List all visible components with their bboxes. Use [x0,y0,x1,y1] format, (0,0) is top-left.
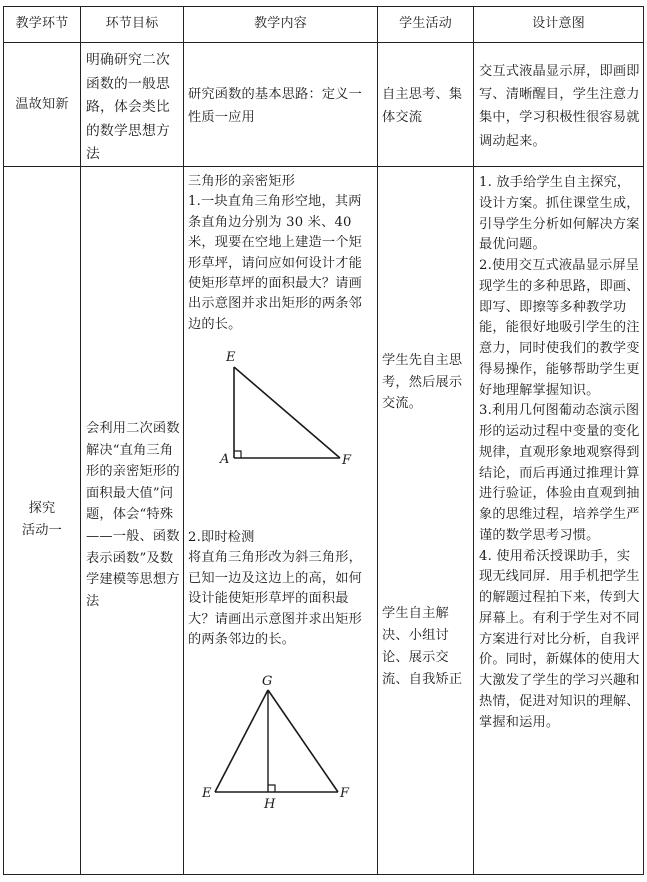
label-e2: E [202,786,212,801]
row2-goal: 会利用二次函数解决“直角三角形的亲密矩形的面积最大值”问题，体会“特殊——一般、函数表示函数”及数学建模等思想方法 [86,421,180,609]
triangle1-side-ef [234,367,340,458]
header-goal: 环节目标 [105,16,159,31]
content-problem-1: 1.一块直角三角形空地，其两条直角边分别为 30 米、40 米，现要在空地上建造一个矩形草坪，请问应如何设计才能使矩形草坪的面积最大？请画出示意图并求出矩形的两条邻边的长。 [188,194,363,332]
rule-top [3,6,643,7]
label-h: H [264,797,276,812]
content-title: 三角形的亲密矩形 [188,174,296,189]
triangle2-side-gf [268,690,338,792]
rule-col3 [377,6,378,875]
content-check-title: 2.即时检测 [188,530,255,545]
row2-activity-2: 学生自主解决、小组讨论、展示交流、自我矫正 [382,606,463,687]
header-activity: 学生活动 [399,16,452,31]
row2-stage-line1: 探究 [28,501,56,516]
label-e: E [226,350,236,365]
label-g: G [262,674,273,689]
right-triangle-figure [212,345,362,473]
rule-right [643,6,644,875]
header-intent: 设计意图 [532,16,585,31]
altitude-right-angle-mark [268,785,275,792]
row1-activity: 自主思考、集体交流 [382,87,463,125]
row2-content-part1 [188,172,374,335]
content-problem-2: 将直角三角形改为斜三角形，已知一边及这边上的高，如何设计能使矩形草坪的面积最大？请画出示意图并求出矩形的两条邻边的长。 [188,550,363,648]
rule-left [3,6,4,875]
row2-stage-line2: 活动一 [21,523,63,538]
rule-bottom [3,874,643,875]
intent-point-2: 2.使用交互式液晶显示屏呈现学生的多种思路，即画、即写、即擦等多种教学功能，能很好地吸引学生的注意力，同时使我们的教学变得易操作，能够帮助学生更好地理解掌握知识。 [479,258,640,398]
intent-point-3: 3.利用几何图葡动态演示图形的运动过程中变量的变化规律，直观形象地观察得到结论，而后再通过推理计算进行验证，体验由直观到抽象的思维过程，培养学生严谨的数学思考习惯。 [479,403,640,543]
row2-intent [479,173,641,733]
intent-point-1: 1. 放手给学生自主探究，设计方案。抓住课堂生成，引导学生分析如何解决方案最优问题。 [479,175,640,253]
triangle2-side-ge [215,690,268,792]
oblique-triangle-figure [198,668,363,813]
row1-intent: 交互式液晶显示屏，即画即写、清晰醒目，学生注意力集中，学习积极性很容易就调动起来。 [479,64,640,149]
header-stage: 教学环节 [15,16,69,31]
right-angle-mark [234,451,241,458]
label-f2: F [340,786,350,801]
rule-col2 [183,6,184,875]
label-a: A [220,452,230,467]
row2-stage [4,498,80,542]
header-content: 教学内容 [254,16,307,31]
row1-goal: 明确研究二次函数的一般思路，体会类比的数学思想方法 [86,52,170,162]
row2-content-part2 [188,528,374,650]
rule-col4 [473,6,474,875]
rule-header-bottom [3,42,643,43]
rule-col1 [80,6,81,875]
row1-stage: 温故知新 [15,97,69,112]
intent-point-4: 4. 使用希沃授课助手，实现无线同屏．用手机把学生的解题过程拍下来，传到大屏幕上。有利于学生对不同方案进行对比分析，自我评价。同时，新媒体的使用大大激发了学生的学习兴趣和热情，促进对知识的理解、掌握和运用。 [479,548,640,730]
row1-content: 研究函数的基本思路：定义一性质一应用 [188,87,363,125]
label-f: F [342,453,352,468]
row2-activity-1: 学生先自主思考，然后展示交流。 [382,353,463,411]
